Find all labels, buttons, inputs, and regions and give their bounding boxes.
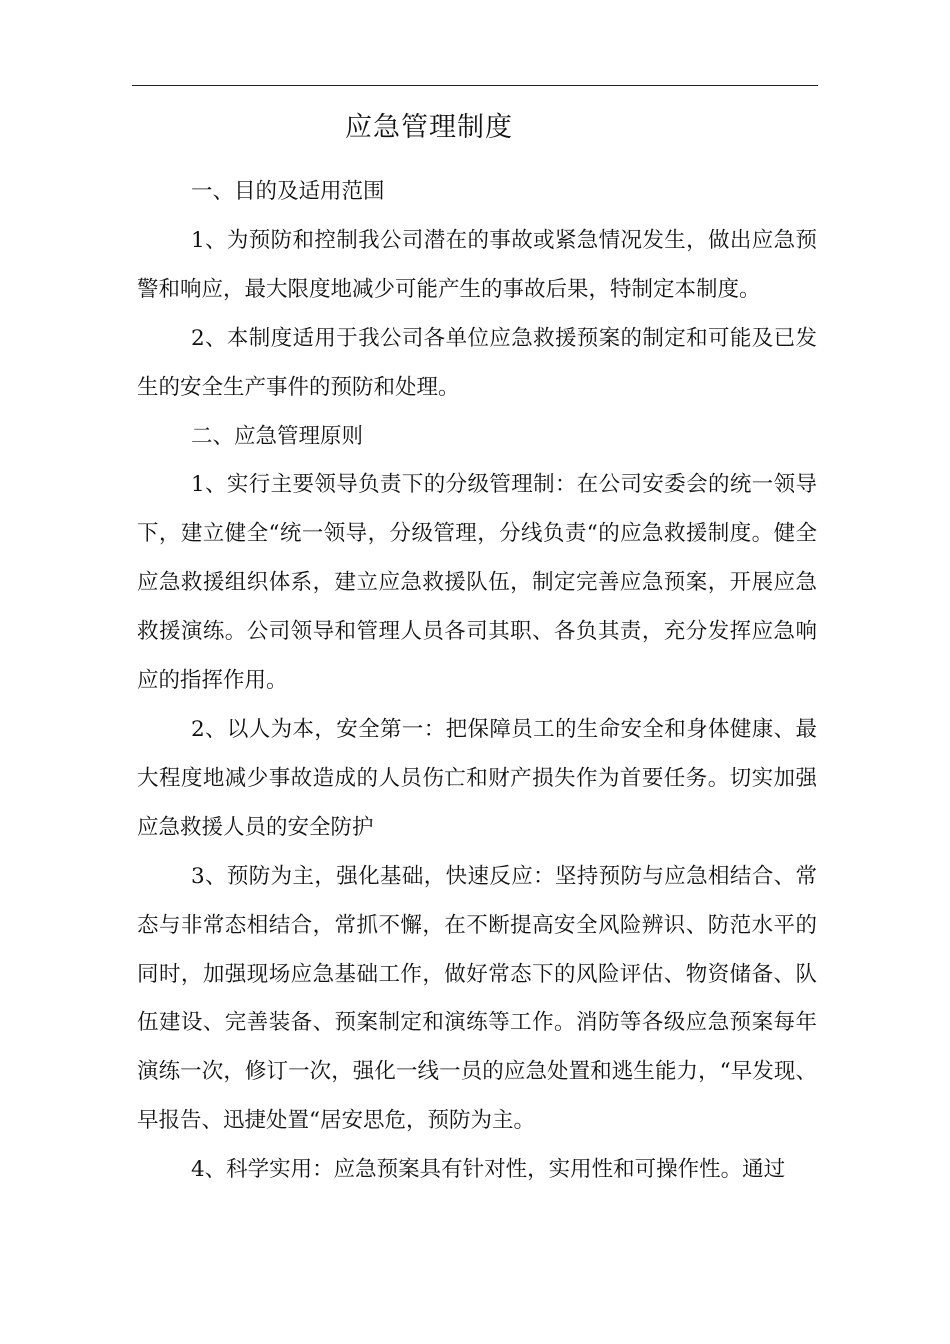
document-title: 应急管理制度 xyxy=(345,112,513,143)
header-rule xyxy=(132,85,818,86)
paragraph-2-2: 2、以人为本，安全第一：把保障员工的生命安全和身体健康、最大程度地减少事故造成的人员伤亡和财产损失作为首要任务。切实加强应急救援人员的安全防护 xyxy=(137,716,817,840)
paragraph-1-2: 2、本制度适用于我公司各单位应急救援预案的制定和可能及已发生的安全生产事件的预防和处理。 xyxy=(137,325,817,400)
section-heading-2: 二、应急管理原则 xyxy=(191,423,364,449)
paragraph-2-4: 4、科学实用：应急预案具有针对性，实用性和可操作性。通过 xyxy=(191,1157,786,1183)
document-body xyxy=(137,168,817,1195)
paragraph-2-3: 3、预防为主，强化基础，快速反应：坚持预防与应急相结合、常态与非常态相结合，常抓不懈，在不断提高安全风险辨识、防范水平的同时，加强现场应急基础工作，做好常态下的风险评估、物资储备、队伍建设、完善装备、预案制定和演练等工作。消防等各级应急预案每年演练一次，修订一次，强化一线一员的应急处置和逃生能力，“早发现、早报告、迅捷处置“居安思危，预防为主。 xyxy=(137,863,817,1134)
paragraph-2-1: 1、实行主要领导负责下的分级管理制：在公司安委会的统一领导下，建立健全“统一领导，分级管理，分线负责“的应急救援制度。健全应急救援组织体系，建立应急救援队伍，制定完善应急预案，开展应急救援演练。公司领导和管理人员各司其职、各负其责，充分发挥应急响应的指挥作用。 xyxy=(137,472,817,694)
paragraph-1-1: 1、为预防和控制我公司潜在的事故或紧急情况发生，做出应急预警和响应，最大限度地减少可能产生的事故后果，特制定本制度。 xyxy=(137,227,817,302)
section-heading-1: 一、目的及适用范围 xyxy=(191,179,385,204)
